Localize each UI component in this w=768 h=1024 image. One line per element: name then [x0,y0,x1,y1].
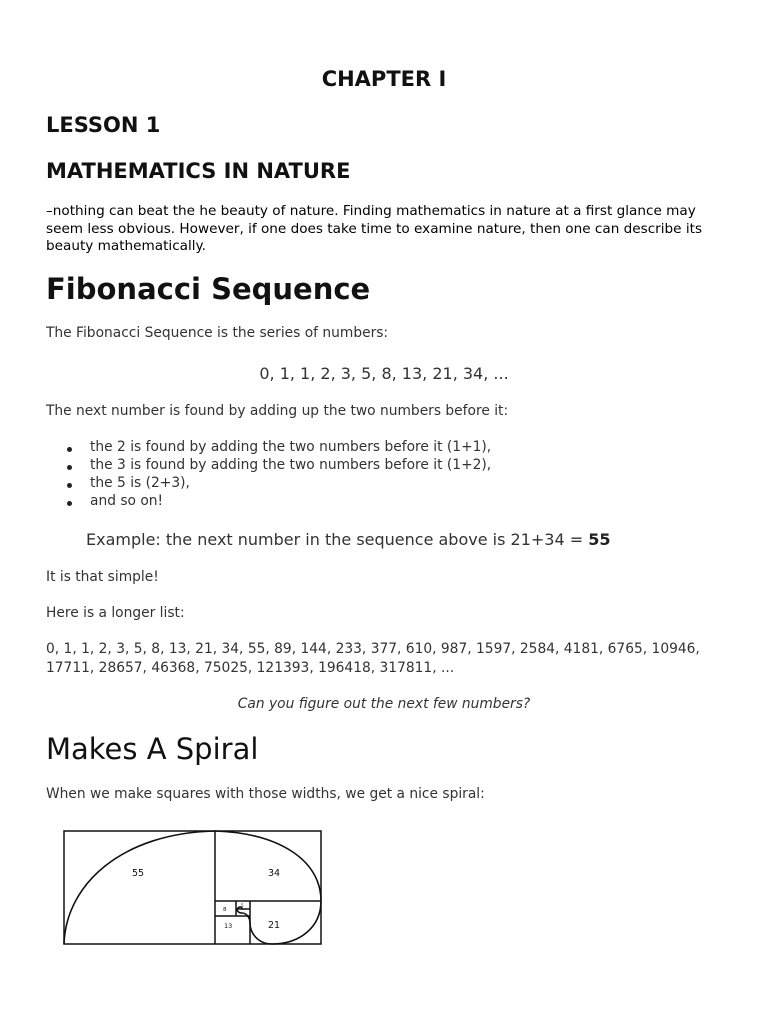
square-55-label: 55 [132,868,145,879]
list-item-text: the 2 is found by adding the two numbers before it (1+1), [90,439,492,455]
topic-title: MATHEMATICS IN NATURE [46,159,351,183]
fibonacci-lead: The Fibonacci Sequence is the series of numbers: [46,325,389,341]
square-13-label: 13 [224,922,233,930]
example-text: Example: the next number in the sequence above is 21+34 = [86,530,589,549]
example-answer: 55 [588,530,611,549]
fibonacci-heading: Fibonacci Sequence [46,272,371,306]
simple-text: It is that simple! [46,569,159,585]
golden-spiral-curve [64,831,321,944]
fibonacci-rule: The next number is found by adding up the two numbers before it: [46,403,509,419]
fibonacci-sequence: 0, 1, 1, 2, 3, 5, 8, 13, 21, 34, ... [259,364,509,383]
square-8-label: 8 [223,907,227,913]
list-item [46,456,491,474]
fibonacci-spiral-figure [62,829,324,947]
spiral-lead: When we make squares with those widths, we get a nice spiral: [46,786,485,802]
example-line [86,528,610,552]
fibonacci-bullet-list [46,438,491,510]
list-item-text: and so on! [90,493,164,509]
bullet-dot [67,501,72,506]
longer-list-lead: Here is a longer list: [46,605,185,621]
list-item [46,492,491,510]
list-item-text: the 3 is found by adding the two numbers before it (1+2), [90,457,492,473]
list-item [46,474,491,492]
spiral-heading: Makes A Spiral [46,732,259,766]
next-numbers-question: Can you figure out the next few numbers? [237,696,531,712]
square-21-label: 21 [268,920,281,931]
bullet-dot [67,447,72,452]
longer-list: 0, 1, 1, 2, 3, 5, 8, 13, 21, 34, 55, 89, 144, 233, 377, 610, 987, 1597, 2584, 4181, 6765, 10946, 17711, 28657, 46368, 75025, 121393, 196418, 317811, ... [46,641,700,676]
square-5-label: 5 [241,903,244,908]
lesson-title: LESSON 1 [46,113,161,137]
outer-rectangle [64,831,321,944]
square-34-label: 34 [268,868,281,879]
chapter-title: CHAPTER I [321,67,447,91]
intro-paragraph: –nothing can beat the he beauty of nature. Finding mathematics in nature at a first glance may seem less obvious. However, if one does take time to examine nature, then one can describe its beauty mathematically. [46,203,703,254]
bullet-dot [67,465,72,470]
bullet-dot [67,483,72,488]
list-item-text: the 5 is (2+3), [90,475,190,491]
list-item [46,438,491,456]
